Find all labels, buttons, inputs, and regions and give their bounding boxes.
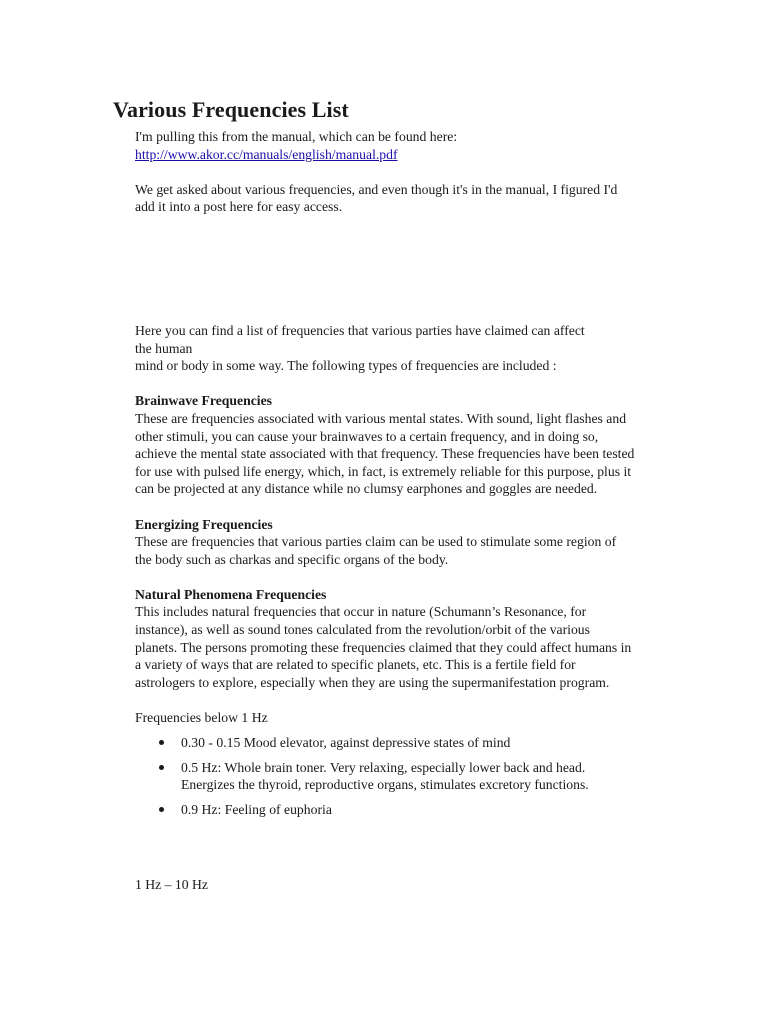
list-item (135, 734, 635, 752)
below-1hz-heading: Frequencies below 1 Hz (135, 710, 268, 726)
section-heading-natural: Natural Phenomena Frequencies (135, 586, 327, 602)
list-item (135, 801, 635, 819)
overview-line-2: the human (135, 340, 193, 356)
section-heading-energizing: Energizing Frequencies (135, 516, 273, 532)
intro-text: I'm pulling this from the manual, which can be found here: (135, 129, 458, 144)
bullet-icon (159, 807, 164, 812)
section-body-brainwave: These are frequencies associated with various mental states. With sound, light flashes and other stimuli, you can cause your brainwaves to a certain frequency, and in doing so, achieve the mental state associated with that frequency. These frequencies have been tested for use with pulsed life energy, which, in fact, is extremely reliable for this purpose, plus it can be projected at any distance while no clumsy earphones and goggles are needed. (135, 410, 635, 497)
frequency-list (135, 734, 635, 819)
section-heading-brainwave: Brainwave Frequencies (135, 393, 272, 409)
section-body-energizing: These are frequencies that various parties claim can be used to stimulate some region of the body such as charkas and specific organs of the body. (135, 534, 617, 567)
section-body-natural: This includes natural frequencies that occur in nature (Schumann’s Resonance, for instance), as well as sound tones calculated from the revolution/orbit of the various planets. The persons promoting these frequencies claimed that they could affect humans in a variety of ways that are related to specific planets, etc. This is a fertile field for astrologers to explore, especially when they are using the supermanifestation program. (135, 604, 632, 690)
bullet-icon (159, 765, 164, 770)
list-item (135, 759, 635, 794)
intro-paragraph: We get asked about various frequencies, and even though it's in the manual, I figured I'd add it into a post here for easy access. (135, 181, 618, 215)
list-item-text: 0.5 Hz: Whole brain toner. Very relaxing, especially lower back and head. Energizes the thyroid, reproductive organs, stimulates excretory functions. (181, 759, 589, 793)
list-item-text: 0.9 Hz: Feeling of euphoria (181, 802, 332, 818)
list-item-text: 0.30 - 0.15 Mood elevator, against depressive states of mind (181, 734, 511, 750)
document-body (135, 128, 635, 827)
page-title: Various Frequencies List (113, 97, 349, 122)
manual-link[interactable]: http://www.akor.cc/manuals/english/manual.pdf (135, 146, 398, 162)
overview-line-1: Here you can find a list of frequencies that various parties have claimed can affect (135, 322, 585, 338)
range-heading: 1 Hz – 10 Hz (135, 877, 208, 892)
bullet-icon (159, 740, 164, 745)
overview-line-3: mind or body in some way. The following types of frequencies are included : (135, 358, 557, 374)
